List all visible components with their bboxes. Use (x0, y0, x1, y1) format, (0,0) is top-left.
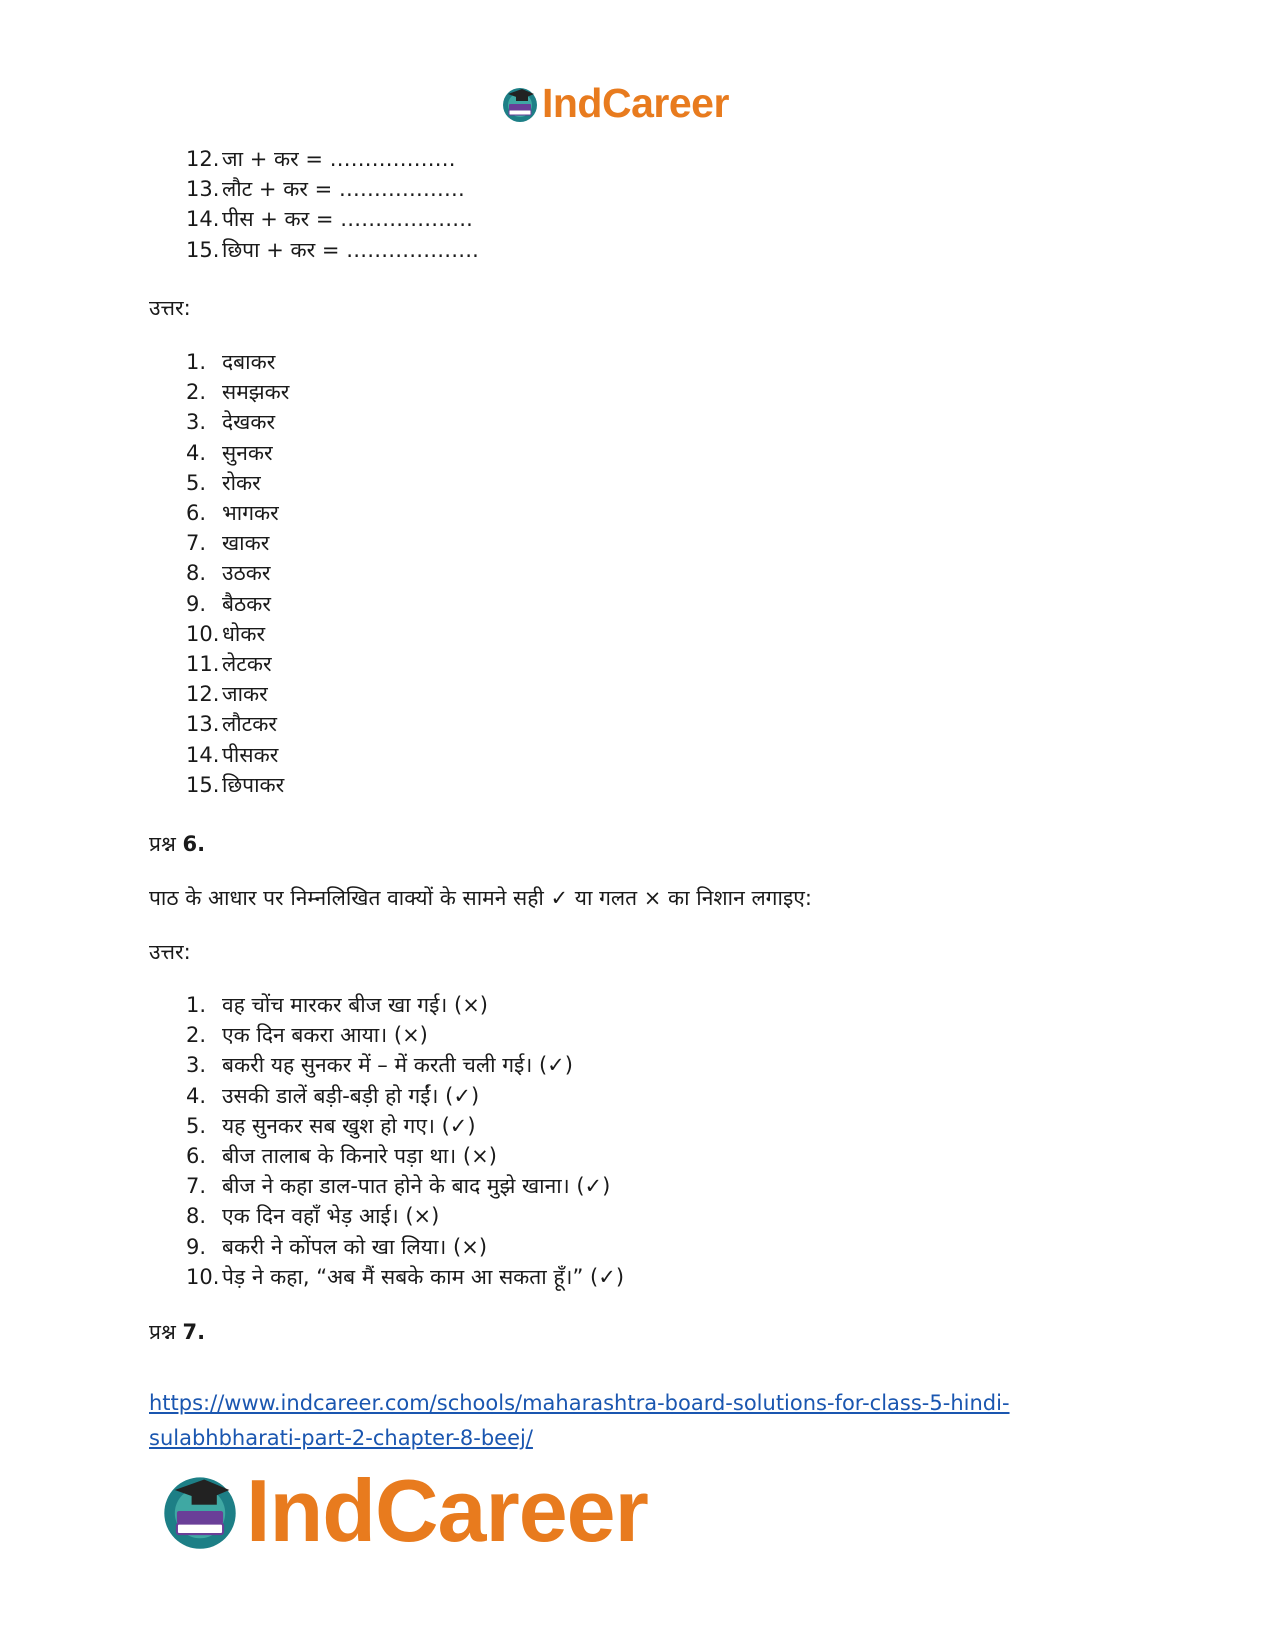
graduation-globe-icon (158, 1469, 242, 1553)
list-item: 10. धोकर (186, 621, 266, 646)
list-item: 15. छिपाकर (186, 772, 285, 797)
list-item: 6. बीज तालाब के किनारे पड़ा था। (×) (186, 1144, 497, 1169)
list-item: 2. समझकर (186, 380, 290, 405)
list-item: 13. लौटकर (186, 712, 277, 737)
list-item: 15. छिपा + कर = ………………. (186, 237, 479, 262)
indcareer-logo-bottom (158, 1460, 648, 1562)
graduation-globe-icon (500, 84, 540, 124)
answer-list (186, 347, 289, 800)
list-item: 6. भागकर (186, 501, 279, 526)
brand-name-top: IndCareer (542, 80, 729, 126)
list-item: 4. उसकी डालें बड़ी-बड़ी हो गईं। (✓) (186, 1083, 480, 1108)
answer-label: उत्तर: (149, 940, 191, 964)
indcareer-logo-top (500, 80, 729, 127)
exercise-list (186, 144, 479, 265)
question-6-heading: प्रश्न 6. (149, 832, 206, 856)
answer-label: उत्तर: (149, 296, 191, 320)
list-item: 9. बकरी ने कोंपल को खा लिया। (×) (186, 1234, 488, 1259)
list-item: 13. लौट + कर = ……………… (186, 177, 465, 202)
list-item: 8. उठकर (186, 561, 271, 586)
list-item: 14. पीस + कर = ………………. (186, 207, 473, 232)
list-item: 2. एक दिन बकरा आया। (×) (186, 1023, 428, 1048)
list-item: 5. रोकर (186, 470, 261, 495)
list-item: 4. सुनकर (186, 440, 273, 465)
list-item: 10. पेड़ ने कहा, “अब मैं सबके काम आ सकता हूँ।” (✓) (186, 1264, 625, 1289)
list-item: 9. बैठकर (186, 591, 271, 616)
list-item: 7. बीज ने कहा डाल-पात होने के बाद मुझे खाना। (✓) (186, 1174, 611, 1199)
list-item: 12. जा + कर = ……………… (186, 147, 456, 171)
list-item: 14. पीसकर (186, 742, 279, 767)
list-item: 11. लेटकर (186, 652, 272, 677)
list-item: 8. एक दिन वहाँ भेड़ आई। (×) (186, 1204, 440, 1229)
list-item: 3. देखकर (186, 410, 276, 435)
list-item: 1. वह चोंच मारकर बीज खा गई। (×) (186, 993, 488, 1017)
answer-list (186, 990, 624, 1292)
list-item: 3. बकरी यह सुनकर में – में करती चली गई। (✓) (186, 1053, 573, 1078)
brand-name-bottom: IndCareer (246, 1461, 648, 1560)
list-item: 12. जाकर (186, 682, 268, 707)
list-item: 7. खाकर (186, 531, 270, 556)
list-item: 1. दबाकर (186, 350, 276, 374)
question-6-instruction: पाठ के आधार पर निम्नलिखित वाक्यों के सामने सही ✓ या गलत × का निशान लगाइए: (149, 886, 812, 910)
source-link[interactable]: https://www.indcareer.com/schools/maharashtra-board-solutions-for-class-5-hindi-sulabhbharati-part-2-chapter-8-beej/ (149, 1391, 1010, 1450)
list-item: 5. यह सुनकर सब खुश हो गए। (✓) (186, 1113, 476, 1138)
question-7-heading: प्रश्न 7. (149, 1320, 206, 1344)
